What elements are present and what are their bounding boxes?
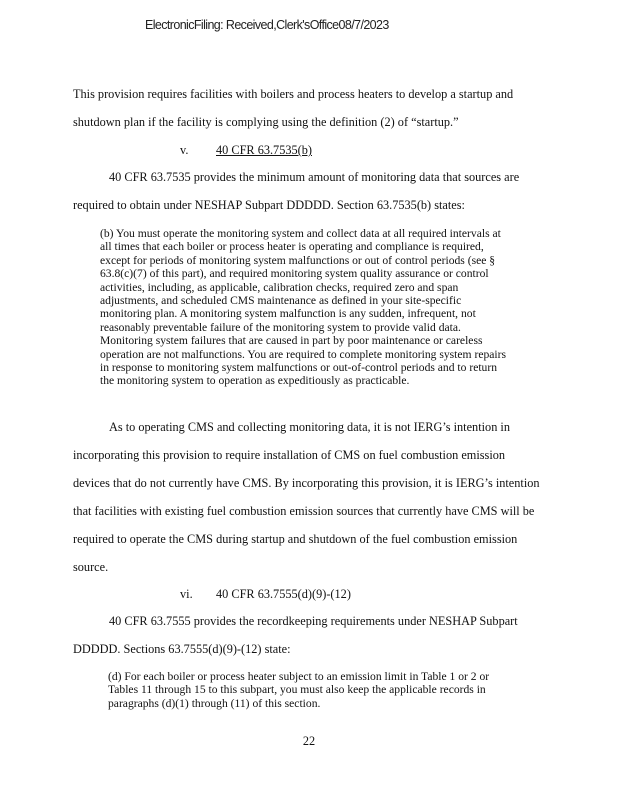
paragraph-monitoring-data: 40 CFR 63.7535 provides the minimum amount of monitoring data that sources are required to obtain under NESHAP Subpart DDDDD. Section 63.7535(b) states: [73, 170, 520, 212]
section-number: v. [180, 143, 189, 157]
block-quote-63-7555d [108, 670, 510, 710]
section-number: vi. [180, 587, 193, 601]
quote-text: (d) For each boiler or process heater subject to an emission limit in Table 1 or 2 or Tables 11 through 15 to this subpart, you must also keep the applicable records in paragraphs (d)(1) through (11) of this section. [108, 670, 490, 710]
filing-stamp: ElectronicFiling: Received,Clerk'sOffice08/7/2023 [145, 18, 389, 32]
quote-text: (b) You must operate the monitoring system and collect data at all required intervals at all times that each boiler or process heater is operating and compliance is required, except for periods of monitoring system malfunctions or out of control periods (see § 63.8(c)(7) of this part), and required monitoring system quality assurance or control activities, including, as applicable, calibration checks, required zero and span adjustments, and scheduled CMS maintenance as defined in your site-specific monitoring plan. A monitoring system malfunction is any sudden, infrequent, not reasonably preventable failure of the monitoring system to provide valid data. Monitoring system failures that are caused in part by poor maintenance or careless operation are not malfunctions. You are required to complete monitoring system repairs in response to monitoring system malfunctions or out-of-control periods and to return the monitoring system to operation as expeditiously as practicable. [100, 227, 507, 388]
paragraph-startup-plan: This provision requires facilities with boilers and process heaters to develop a startup and shutdown plan if the facility is complying using the definition (2) of “startup.” [73, 87, 514, 129]
section-citation: 40 CFR 63.7555(d)(9)-(12) [216, 587, 351, 601]
page-number: 22 [302, 734, 316, 748]
paragraph-cms-intention: As to operating CMS and collecting monitoring data, it is not IERG’s intention in incorporating this provision to require installation of CMS on fuel combustion emission devices that do not currently have CMS. By incorporating this provision, it is IERG’s intention that facilities with existing fuel combustion emission sources that currently have CMS will be required to operate the CMS during startup and shutdown of the fuel combustion emission source. [73, 420, 540, 574]
paragraph-recordkeeping: 40 CFR 63.7555 provides the recordkeeping requirements under NESHAP Subpart DDDDD. Sections 63.7555(d)(9)-(12) state: [73, 614, 518, 656]
section-citation: 40 CFR 63.7535(b) [216, 143, 312, 157]
block-quote-63-7535b [100, 227, 510, 388]
